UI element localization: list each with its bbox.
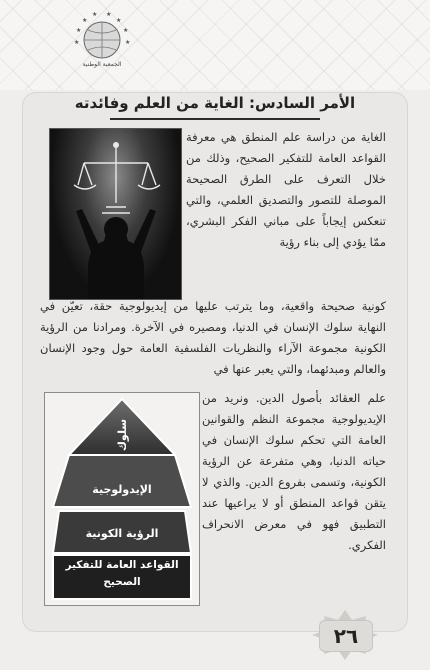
svg-text:★: ★ (92, 11, 98, 18)
svg-text:★: ★ (116, 17, 122, 24)
header-pattern (0, 0, 430, 90)
svg-text:★: ★ (74, 39, 80, 46)
section-title: الأمر السادس: الغاية من العلم وفائدته (74, 94, 356, 112)
svg-text:★: ★ (125, 39, 131, 46)
svg-text:★: ★ (76, 27, 82, 34)
scales-of-justice-photo (49, 128, 182, 300)
paragraph-worldview: كونية صحيحة واقعية، وما يترتب عليها من إيديولوجية حقة، تعيّن في النهاية سلوك الإنسان في الدنيا، ومصيره في الآخرة. ومرادنا من الرؤية الكونية مجموعة الآراء والنظريات الفلسفية العامة حول وجود الإنسان والعالم ومبدئهما، والتي يعبر عنها في (40, 299, 386, 376)
pyramid-level-2 (53, 455, 191, 507)
pyramid-label-behavior: سلوك (116, 418, 129, 452)
pyramid-label-worldview: الرؤية الكونية (85, 527, 159, 540)
title-underline (110, 118, 320, 120)
svg-text:★: ★ (82, 17, 88, 24)
svg-text:★: ★ (106, 11, 112, 18)
pyramid-diagram (44, 392, 200, 606)
paragraph-ideology: علم العقائد بأصول الدين. ونريد من الإيديولوجية مجموعة النظم والقوانين العامة التي تحكم سلوك الإنسان في حياته الدنيا، وهي متفرعة عن الرؤية الكونية، وتسمى بفروع الدين. والذي لا يتقن قواعد المنطق أو لا يراعيها عند التطبيق فهو في معرض الانحراف الفكري. (202, 391, 386, 552)
logo-caption: الجمعية الوطنية (82, 61, 122, 68)
pyramid-label-ideology: الإيدولوجية (92, 483, 152, 496)
page-number: ٢٦ (319, 620, 373, 652)
paragraph-intro: الغاية من دراسة علم المنطق هي معرفة القواعد العامة للتفكير الصحيح، وذلك من خلال التعرف على الطرق الصحيحة الموصلة للتصور والتصديق العلمي، والتي تنعكس إيجاباً على مباني الفكر البشري، ممّا يؤدي إلى بناء رؤية (186, 130, 386, 249)
svg-text:★: ★ (123, 27, 129, 34)
pyramid-label-rules: القواعد العامة للتفكير الصحيح (65, 559, 179, 588)
scales-icon (50, 129, 181, 299)
